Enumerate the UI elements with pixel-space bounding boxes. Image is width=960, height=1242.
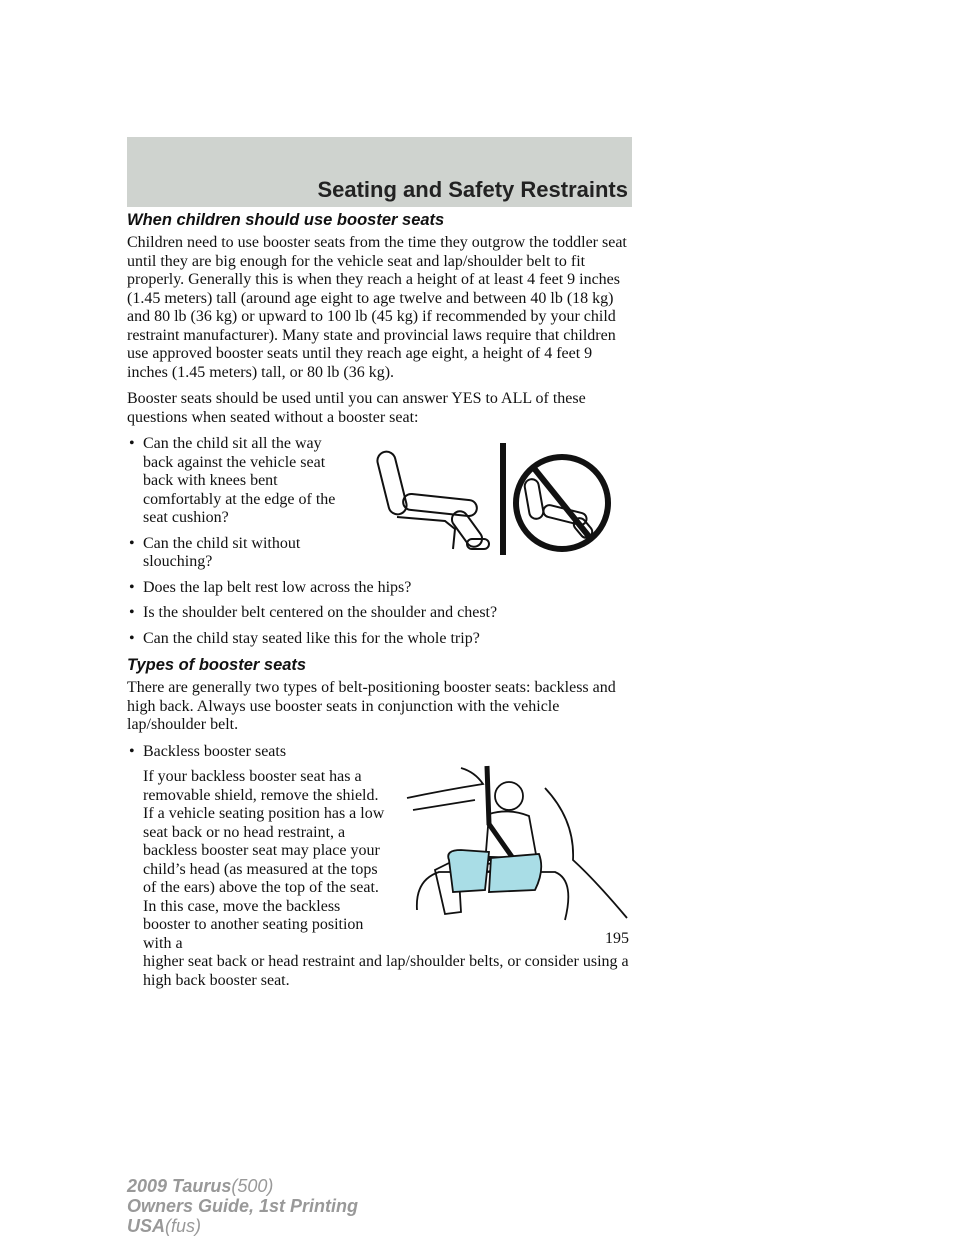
bullet: • (129, 435, 135, 452)
seat-posture-svg (375, 439, 615, 559)
section-title: Seating and Safety Restraints (317, 177, 628, 202)
heading-types-booster: Types of booster seats (127, 656, 307, 674)
bullet: • (129, 629, 135, 647)
paragraph-booster-questions: Booster seats should be used until you can answer YES to ALL of these questions when seated without a booster seat: (127, 390, 586, 426)
prohibited-icon (516, 457, 608, 549)
list-item: • Can the child sit without slouching? (129, 534, 301, 570)
correct-seat-drawing (376, 450, 489, 550)
question-list-bottom (127, 579, 633, 649)
list-item: • Backless booster seats (129, 742, 287, 760)
booster-seat-right (489, 854, 541, 892)
seat-curve (545, 788, 627, 918)
list-item: • Is the shoulder belt centered on the shoulder and chest? (129, 604, 498, 621)
shoulder-belt (487, 766, 517, 864)
backless-booster-svg (405, 760, 633, 930)
footer-line-guide: Owners Guide, 1st Printing (127, 1196, 359, 1216)
footer-line-region: USA(fus) (127, 1216, 202, 1236)
booster-seat-left (448, 850, 489, 892)
booster-type-list (127, 743, 633, 762)
list-item: • Can the child sit all the way back against the vehicle seat back with knees bent comfortably at the edge of the seat cushion? (129, 435, 336, 526)
bullet: • (129, 742, 135, 760)
seat-posture-illustration (375, 439, 615, 559)
list-item: • Does the lap belt rest low across the hips? (129, 578, 412, 596)
paragraph-booster-intro: Children need to use booster seats from the time they outgrow the toddler seat until they are big enough for the vehicle seat and lap/shoulder belt to fit properly. Generally this is when they reach a height of at least 4 feet 9 inches (1.45 meters) tall (around age eight to age twelve and between 40 lb (18 kg) and 80 lb (36 kg) or upward to 100 lb (45 kg) if recommended by your child restraint manufacturer). Many state and provincial laws require that children use approved booster seats until they reach age eight, a height of 4 feet 9 inches (1.45 meters) tall, or 80 lb (36 kg). (127, 234, 627, 381)
page-number: 195 (605, 930, 629, 947)
bullet: • (129, 578, 135, 596)
question-row (127, 435, 633, 579)
footer-line-model: 2009 Taurus(500) (127, 1176, 274, 1196)
question-list-top (127, 435, 353, 579)
seat-edge-line (413, 800, 475, 810)
list-item: • Can the child stay seated like this for the whole trip? (129, 629, 480, 647)
bullet: • (129, 534, 135, 552)
seat-back-line (407, 768, 483, 798)
child-head (495, 782, 523, 810)
page-content (127, 210, 633, 998)
header-band (127, 137, 632, 207)
paragraph-types-intro: There are generally two types of belt-positioning booster seats: backless and high back. Always use booster seats in conjunction with the vehicle lap/shoulder belt. (127, 679, 616, 733)
heading-when-booster: When children should use booster seats (127, 211, 445, 229)
paragraph-backless-b: higher seat back or head restraint and lap/shoulder belts, or consider using a high back booster seat. (143, 953, 629, 989)
backless-row (127, 768, 633, 953)
bullet: • (129, 604, 135, 621)
backless-booster-illustration (405, 760, 633, 930)
footer (127, 1176, 358, 1236)
paragraph-backless-a: If your backless booster seat has a removable shield, remove the shield. If a vehicle seating position has a low seat back or no head restraint, a backless booster seat may place your child’s head (as measured at the tops of the ears) above the top of the seat. In this case, move the backless booster to another seating position with a (143, 768, 385, 952)
